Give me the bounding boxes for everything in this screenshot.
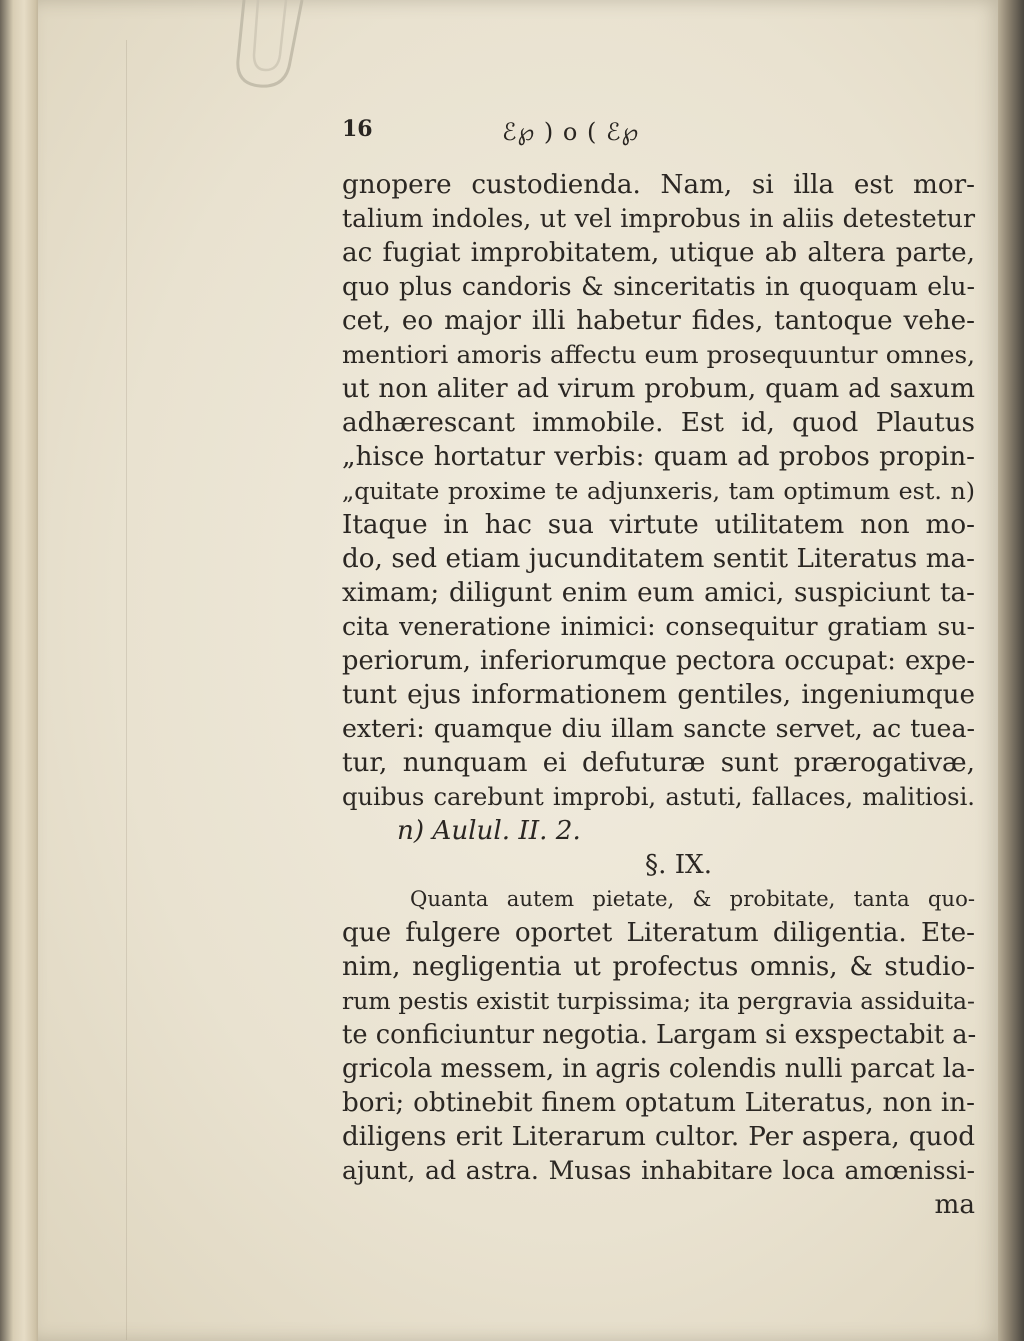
text-line: te conficiuntur negotia. Largam si exspectabit a- xyxy=(342,1020,977,1050)
page-right-edge xyxy=(998,0,1024,1341)
page-number: 16 xyxy=(342,116,373,142)
text-line: „quitate proxime te adjunxeris, tam optimum est. n) xyxy=(342,477,975,505)
text-line: diligens erit Literarum cultor. Per aspera, quod xyxy=(342,1122,975,1152)
text-line: que fulgere oportet Literatum diligentia. Ete- xyxy=(342,918,975,948)
footnote: n) Aulul. II. 2. xyxy=(397,816,581,846)
text-line: ajunt, ad astra. Musas inhabitare loca amœnissi- xyxy=(342,1156,975,1185)
text-line: ximam; diligunt enim eum amici, suspiciunt ta- xyxy=(342,578,975,608)
text-line: cita veneratione inimici: consequitur gratiam su- xyxy=(342,612,975,641)
page-header xyxy=(342,116,802,152)
text-line: mentiori amoris affectu eum prosequuntur omnes, xyxy=(342,340,975,369)
header-ornament: ℰ℘ ) o ( ℰ℘ xyxy=(502,118,640,146)
text-line: gricola messem, in agris colendis nulli parcat la- xyxy=(342,1054,975,1084)
text-line: Quanta autem pietate, & probitate, tanta quo- xyxy=(410,886,975,911)
paper-clip-icon xyxy=(224,0,334,95)
text-line: exteri: quamque diu illam sancte servet, ac tuea- xyxy=(342,714,975,743)
text-line: quo plus candoris & sinceritatis in quoquam elu- xyxy=(342,272,975,301)
text-line: nim, negligentia ut profectus omnis, & studio- xyxy=(342,952,975,982)
page-crease xyxy=(126,40,127,1340)
text-line: adhærescant immobile. Est id, quod Plautus xyxy=(342,408,975,438)
page-body xyxy=(342,168,975,1222)
text-line: rum pestis existit turpissima; ita pergravia assiduita- xyxy=(342,987,975,1015)
text-line: do, sed etiam jucunditatem sentit Literatus ma- xyxy=(342,544,975,574)
text-line: tur, nunquam ei defuturæ sunt prærogativæ, xyxy=(342,748,975,778)
text-line: talium indoles, ut vel improbus in aliis detestetur xyxy=(342,204,975,233)
text-line: bori; obtinebit finem optatum Literatus, non in- xyxy=(342,1088,975,1118)
text-line: Itaque in hac sua virtute utilitatem non mo- xyxy=(342,510,975,540)
section-heading: §. IX. xyxy=(644,850,713,880)
text-line: „hisce hortatur verbis: quam ad probos propin- xyxy=(342,442,975,472)
text-line: ac fugiat improbitatem, utique ab altera parte, xyxy=(342,238,975,268)
text-line: ut non aliter ad virum probum, quam ad saxum xyxy=(342,374,975,404)
text-line: cet, eo major illi habetur fides, tantoque vehe- xyxy=(342,306,975,336)
text-line: gnopere custodienda. Nam, si illa est mor- xyxy=(342,170,975,200)
text-line: periorum, inferiorumque pectora occupat: expe- xyxy=(342,646,975,676)
text-line: quibus carebunt improbi, astuti, fallaces, malitiosi. xyxy=(342,783,975,811)
text-line: tunt ejus informationem gentiles, ingeniumque xyxy=(342,680,975,710)
catchword: ma xyxy=(934,1190,975,1220)
